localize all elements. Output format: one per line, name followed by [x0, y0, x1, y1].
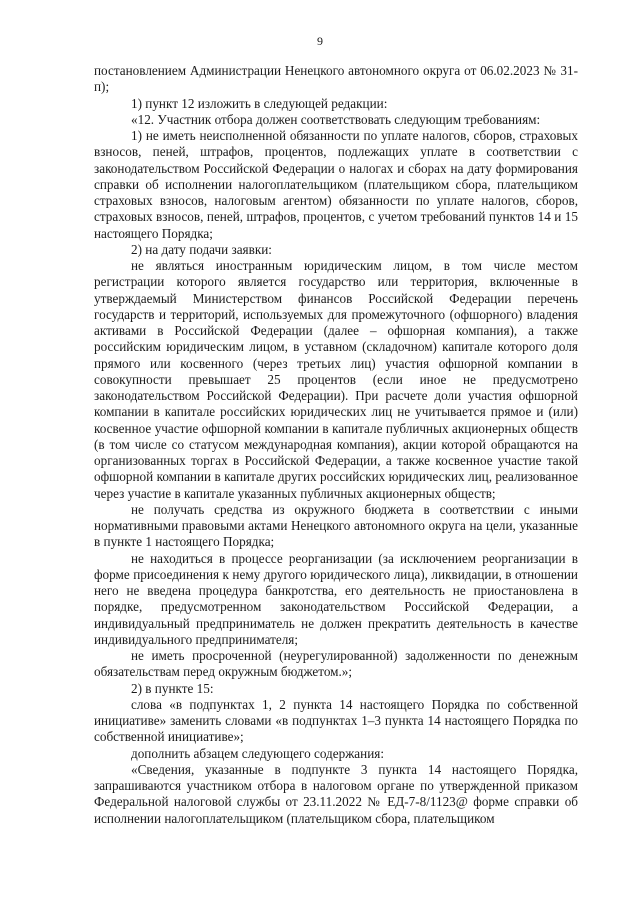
paragraph-debt-requirement: не иметь просроченной (неурегулированной) задолженности по денежным обязательствам перед окружным бюджетом.»;: [94, 648, 578, 680]
paragraph-intro-continuation: постановлением Администрации Ненецкого автономного округа от 06.02.2023 № 31-п);: [94, 63, 578, 95]
paragraph-words-replacement: слова «в подпунктах 1, 2 пункта 14 настоящего Порядка по собственной инициативе» заменить словами «в подпунктах 1–3 пункта 14 настоящего Порядка по собственной инициативе»;: [94, 696, 578, 745]
document-body: [94, 63, 578, 827]
page-number: 9: [317, 34, 323, 48]
paragraph-information-clause: «Сведения, указанные в подпункте 3 пункта 14 настоящего Порядка, запрашиваются участником отбора в налоговом органе по утвержденной приказом Федеральной налоговой службы от 23.11.2022 № ЕД-7-8/1123@ форме справки об исполнении налогоплательщиком (плательщиком сбора, плательщиком: [94, 761, 578, 826]
paragraph-reorganization-requirement: не находиться в процессе реорганизации (за исключением реорганизации в форме присоединения к нему другого юридического лица), ликвидации, в отношении него не введена процедура банкротства, его деятельность не приостановлена в порядке, предусмотренном законодательством Российской Федерации, а индивидуальный предприниматель не должен прекратить деятельность в качестве индивидуального предпринимателя;: [94, 550, 578, 647]
paragraph-item-2-heading: 2) в пункте 15:: [131, 680, 214, 696]
paragraph-item-1-heading: 1) пункт 12 изложить в следующей редакции:: [131, 95, 388, 111]
paragraph-offshore-requirement: не являться иностранным юридическим лицом, в том числе местом регистрации которого является государство или территория, включенные в утверждаемый Министерством финансов Российской Федерации перечень государств и территорий, используемых для промежуточного (офшорного) владения активами в Российской Федерации (далее – офшорная компания), а также российским юридическим лицом, в уставном (складочном) капитале которого доля прямого или косвенного (через третьих лиц) участия офшорной компании в совокупности превышает 25 процентов (если иное не предусмотрено законодательством Российской Федерации). При расчете доли участия офшорной компании в капитале российских юридических лиц не учитывается прямое и (или) косвенное участие офшорной компании в капитале публичных акционерных обществ (в том числе со статусом международная компания), акции которой обращаются на организованных торгах в Российской Федерации, а также косвенное участие такой офшорной компании в капитале других российских юридических лиц, реализованное через участие в капитале указанных публичных акционерных обществ;: [94, 258, 578, 501]
paragraph-clause-12: «12. Участник отбора должен соответствовать следующим требованиям:: [131, 111, 541, 127]
paragraph-requirement-1: 1) не иметь неисполненной обязанности по уплате налогов, сборов, страховых взносов, пеней, штрафов, процентов, подлежащих уплате в соответствии с законодательством Российской Федерации о налогах и сборах на дату формирования справки об исполнении налогоплательщиком (плательщиком сбора, плательщиком страховых взносов, налоговым агентом) обязанности по уплате налогов, сборов, страховых взносов, пеней, штрафов, процентов, с учетом требований пунктов 14 и 15 настоящего Порядка;: [94, 128, 578, 241]
paragraph-requirement-2-heading: 2) на дату подачи заявки:: [131, 241, 272, 257]
paragraph-budget-funds-requirement: не получать средства из окружного бюджета в соответствии с иными нормативными правовыми актами Ненецкого автономного округа на цели, указанные в пункте 1 настоящего Порядка;: [94, 501, 578, 550]
paragraph-add-clause: дополнить абзацем следующего содержания:: [131, 745, 385, 761]
